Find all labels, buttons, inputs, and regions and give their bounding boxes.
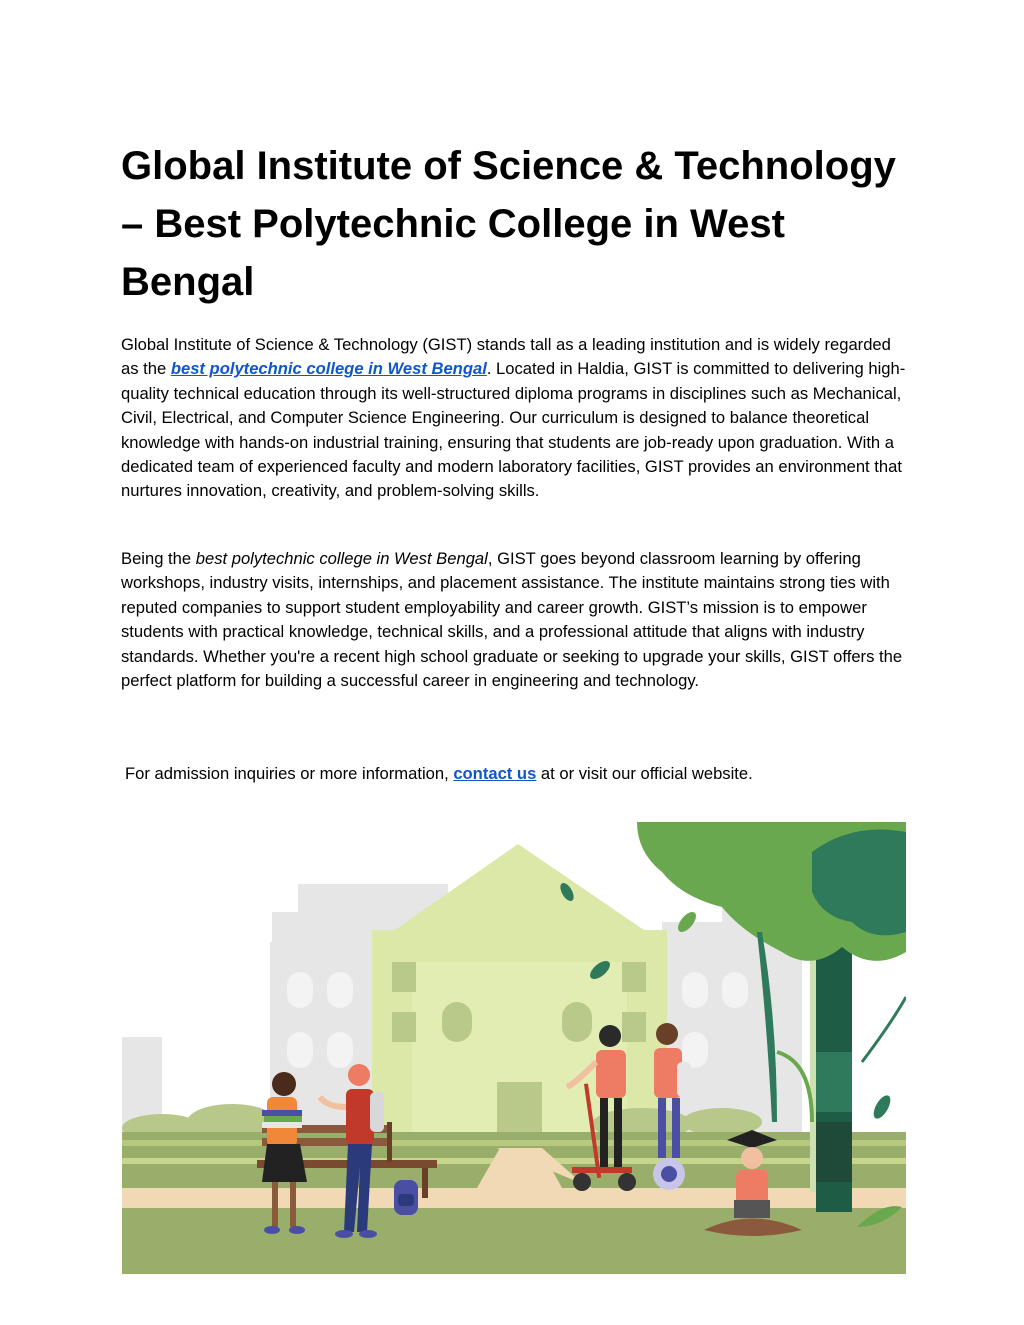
campus-illustration — [122, 822, 906, 1274]
contact-us-link[interactable]: contact us — [453, 764, 537, 783]
intro-text-end: . Located in Haldia, GIST is committed to delivering high-quality technical education through its well-structured diploma programs in disciplines such as Mechanical, Civil, Electrical, and Computer Science Engineering. Our curriculum is designed to balance theoretical knowledge with hands-on industrial training, ensuring that students are job-ready upon graduation. With a dedicated team of experienced faculty and modern laboratory facilities, GIST provides an environment that nurtures innovation, creativity, and problem-solving skills. — [121, 359, 906, 501]
backpack — [394, 1180, 418, 1215]
admission-text-start: For admission inquiries or more information, — [125, 764, 454, 783]
admission-text-end: at or visit our official website. — [536, 764, 753, 783]
mission-text-start: Being the — [121, 549, 196, 568]
mission-paragraph — [121, 547, 911, 693]
intro-text-start: Global Institute of Science & Technology (GIST) stands tall as a leading institution and is widely regarded as the — [121, 335, 891, 379]
admission-paragraph — [125, 762, 915, 786]
mission-text-end: , GIST goes beyond classroom learning by offering workshops, industry visits, internships, and placement assistance. The institute maintains strong ties with reputed companies to support student employability and career growth. GIST’s mission is to empower students with practical knowledge, technical skills, and a professional attitude that aligns with industry standards. Whether you're a recent high school graduate or seeking to upgrade your skills, GIST offers the perfect platform for building a successful career in engineering and technology. — [121, 549, 903, 691]
document-title: Global Institute of Science & Technology – Best Polytechnic College in West Bengal — [121, 144, 896, 304]
best-polytechnic-link[interactable]: best polytechnic college in West Bengal — [170, 359, 487, 379]
intro-paragraph — [121, 333, 911, 504]
mission-emphasis: best polytechnic college in West Bengal — [195, 549, 488, 568]
